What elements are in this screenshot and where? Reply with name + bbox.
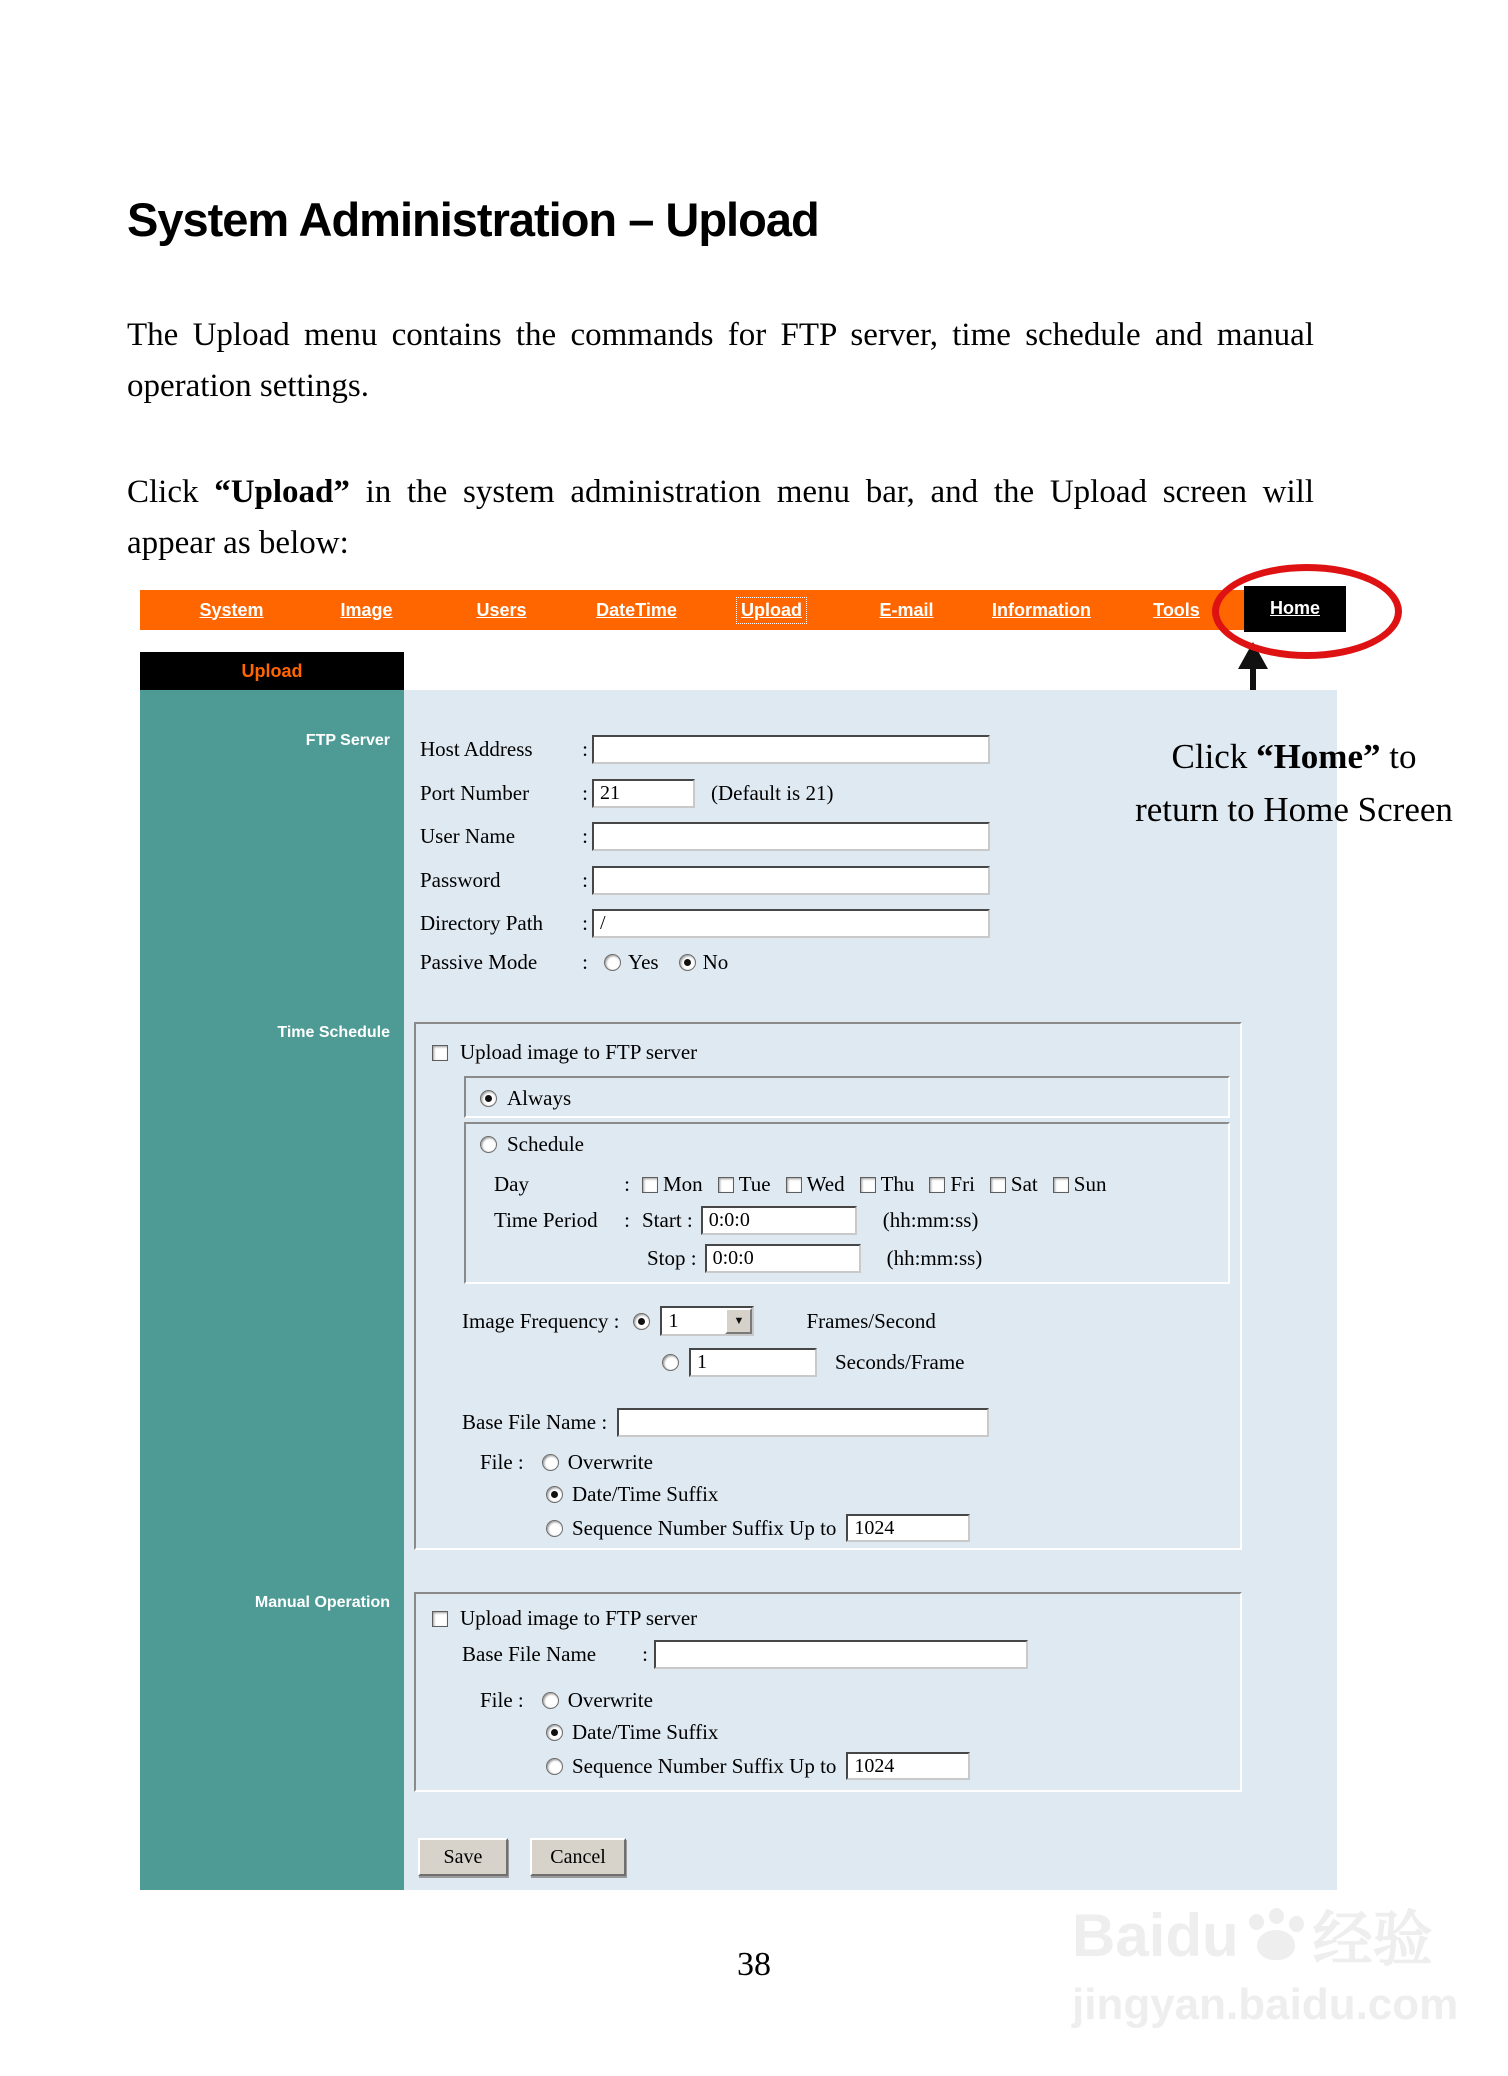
day-fri-checkbox[interactable]: [929, 1177, 945, 1193]
host-address-input[interactable]: [592, 735, 990, 764]
instruction-pre: Click: [127, 474, 215, 510]
day-mon-label: Mon: [663, 1172, 703, 1196]
always-radio[interactable]: [480, 1090, 497, 1107]
image-frequency-row: [462, 1306, 936, 1336]
schedule-row: [480, 1132, 584, 1157]
day-thu-label: Thu: [880, 1172, 915, 1196]
menu-item-users[interactable]: Users: [476, 599, 527, 620]
page-title: System Administration – Upload: [127, 193, 819, 246]
ts-overwrite-radio[interactable]: [542, 1454, 559, 1471]
ts-upload-label: Upload image to FTP server: [460, 1040, 698, 1064]
ts-datetime-suffix-radio[interactable]: [546, 1486, 563, 1503]
sidebar-item-time-schedule: Time Schedule: [277, 1024, 390, 1041]
mo-datetime-suffix-label: Date/Time Suffix: [572, 1720, 719, 1744]
sidebar-item-manual-operation: Manual Operation: [254, 1594, 390, 1611]
day-sat-checkbox[interactable]: [990, 1177, 1006, 1193]
watermark-brand: Baidu: [1072, 1901, 1239, 1969]
day-sun-label: Sun: [1073, 1172, 1107, 1196]
day-thu-checkbox[interactable]: [860, 1177, 876, 1193]
watermark-brand-cn: 经验: [1312, 1906, 1433, 1973]
fps-radio[interactable]: [633, 1313, 650, 1330]
password-label: Password: [420, 868, 501, 892]
mo-overwrite-radio[interactable]: [542, 1692, 559, 1709]
day-mon-checkbox[interactable]: [642, 1177, 658, 1193]
sidebar-header-label: Upload: [241, 660, 303, 681]
directory-path-row: Directory Path : /: [420, 909, 990, 938]
schedule-box: [464, 1122, 1230, 1284]
image-frequency-label: Image Frequency :: [462, 1308, 620, 1333]
passive-mode-row: Passive Mode : Yes No: [420, 950, 729, 974]
callout-pre: Click: [1171, 737, 1257, 776]
sidebar-item-ftp-server: FTP Server: [305, 732, 390, 749]
admin-menu-bar: [140, 590, 1346, 630]
ts-file-datetime-row: [546, 1482, 718, 1507]
watermark-url: jingyan.baidu.com: [1072, 1980, 1459, 2029]
start-label: Start :: [642, 1208, 693, 1232]
user-name-input[interactable]: [592, 822, 990, 851]
day-wed-checkbox[interactable]: [786, 1177, 802, 1193]
start-time-input[interactable]: [701, 1206, 857, 1235]
host-address-label: Host Address: [420, 737, 533, 761]
ts-datetime-suffix-label: Date/Time Suffix: [572, 1482, 719, 1506]
passive-yes-radio[interactable]: [604, 954, 621, 971]
ts-sequence-radio[interactable]: [546, 1520, 563, 1537]
user-name-row: User Name :: [420, 822, 990, 851]
day-wed-label: Wed: [806, 1172, 845, 1196]
save-button[interactable]: Save: [418, 1838, 508, 1876]
spf-radio[interactable]: [662, 1354, 679, 1371]
always-box: [464, 1076, 1230, 1118]
menu-item-home[interactable]: Home: [1244, 586, 1346, 632]
callout-bold-home: “Home”: [1256, 737, 1381, 776]
mo-overwrite-label: Overwrite: [567, 1688, 653, 1712]
user-name-label: User Name: [420, 824, 516, 848]
mo-sequence-label: Sequence Number Suffix Up to: [572, 1753, 837, 1778]
ts-upload-checkbox[interactable]: [432, 1045, 448, 1061]
instruction-bold-upload: “Upload”: [214, 474, 350, 510]
menu-item-image[interactable]: Image: [340, 599, 393, 620]
sidebar-header-upload: [140, 652, 404, 690]
spf-input[interactable]: [689, 1348, 817, 1377]
day-row: Day : Mon Tue Wed Thu Fri Sat Sun: [494, 1172, 1107, 1196]
day-label: Day: [494, 1172, 529, 1196]
mo-base-file-input[interactable]: [654, 1640, 1028, 1669]
directory-path-input[interactable]: [592, 909, 990, 938]
mo-file-overwrite-row: [480, 1688, 653, 1713]
day-fri-label: Fri: [950, 1172, 975, 1196]
mo-upload-label: Upload image to FTP server: [460, 1606, 698, 1630]
day-sat-label: Sat: [1010, 1172, 1038, 1196]
spf-unit-label: Seconds/Frame: [835, 1350, 965, 1374]
port-number-input[interactable]: [592, 779, 695, 808]
mo-sequence-input[interactable]: [846, 1752, 970, 1780]
page-number: 38: [737, 1946, 771, 1983]
mo-file-sequence-row: [546, 1752, 970, 1780]
paw-icon: [1247, 1908, 1305, 1962]
port-number-label: Port Number: [420, 781, 530, 805]
password-input[interactable]: [592, 866, 990, 895]
ts-file-sequence-row: [546, 1514, 970, 1542]
always-row: [480, 1086, 571, 1111]
schedule-radio[interactable]: [480, 1136, 497, 1153]
dropdown-arrow-icon[interactable]: ▼: [725, 1308, 752, 1334]
callout-line2: return to Home Screen: [1135, 790, 1453, 829]
stop-time-input[interactable]: [705, 1244, 861, 1273]
callout-post: to: [1380, 737, 1417, 776]
menu-item-tools[interactable]: Tools: [1153, 599, 1200, 620]
ts-overwrite-label: Overwrite: [567, 1450, 653, 1474]
menu-item-upload[interactable]: Upload: [704, 598, 839, 623]
seconds-per-frame-row: [462, 1348, 964, 1377]
instruction-post: in the system administration menu bar, and the Upload screen will appear as below:: [127, 474, 1315, 561]
schedule-label: Schedule: [507, 1132, 584, 1156]
menu-item-datetime[interactable]: DateTime: [596, 599, 677, 620]
passive-yes-label: Yes: [628, 950, 659, 974]
start-hhmmss-hint: (hh:mm:ss): [882, 1208, 979, 1232]
time-period-stop-row: [494, 1244, 982, 1273]
mo-sequence-radio[interactable]: [546, 1758, 563, 1775]
cancel-button[interactable]: Cancel: [530, 1838, 626, 1876]
directory-path-label: Directory Path: [420, 911, 544, 935]
time-schedule-groupbox: [414, 1022, 1242, 1550]
ts-sequence-label: Sequence Number Suffix Up to: [572, 1515, 837, 1540]
sidebar: [140, 690, 404, 1890]
menu-item-email[interactable]: E-mail: [879, 599, 934, 620]
day-sun-checkbox[interactable]: [1053, 1177, 1069, 1193]
host-address-row: Host Address :: [420, 735, 990, 764]
ts-file-label: File :: [480, 1450, 524, 1474]
menu-item-information[interactable]: Information: [992, 599, 1091, 620]
day-tue-label: Tue: [738, 1172, 771, 1196]
passive-no-label: No: [702, 950, 729, 974]
stop-hhmmss-hint: (hh:mm:ss): [886, 1246, 983, 1270]
fps-unit-label: Frames/Second: [806, 1308, 936, 1333]
mo-upload-row: [432, 1606, 697, 1631]
mo-base-file-label: Base File Name: [462, 1642, 597, 1666]
ts-base-file-row: [462, 1408, 989, 1437]
fps-select[interactable]: [660, 1306, 754, 1336]
instruction-paragraph: [127, 467, 1314, 569]
time-period-label: Time Period: [494, 1208, 598, 1232]
fps-select-value: 1: [668, 1309, 679, 1332]
watermark: [1072, 1892, 1458, 2030]
home-callout: [1088, 730, 1500, 836]
always-label: Always: [507, 1086, 572, 1110]
mo-file-label: File :: [480, 1688, 524, 1712]
mo-file-datetime-row: [546, 1720, 718, 1745]
ts-upload-row: [432, 1040, 697, 1065]
stop-label: Stop :: [647, 1246, 697, 1270]
ts-base-file-label: Base File Name :: [462, 1410, 608, 1434]
time-period-start-row: Time Period : Start : 0:0:0 (hh:mm:ss): [494, 1206, 978, 1235]
password-row: Password :: [420, 866, 990, 895]
passive-no-radio[interactable]: [679, 954, 696, 971]
mo-upload-checkbox[interactable]: [432, 1611, 448, 1627]
menu-item-system[interactable]: System: [199, 599, 264, 620]
port-number-row: Port Number : 21 (Default is 21): [420, 779, 833, 808]
home-highlight-ellipse: [1212, 564, 1402, 659]
intro-paragraph: The Upload menu contains the commands for FTP server, time schedule and manual operation settings.: [127, 317, 1314, 404]
passive-mode-label: Passive Mode: [420, 950, 538, 974]
mo-datetime-suffix-radio[interactable]: [546, 1724, 563, 1741]
ts-file-overwrite-row: [480, 1450, 653, 1475]
ts-sequence-input[interactable]: [846, 1514, 970, 1542]
mo-base-file-row: Base File Name :: [462, 1640, 1028, 1669]
manual-operation-groupbox: [414, 1592, 1242, 1792]
ts-base-file-input[interactable]: [617, 1408, 989, 1437]
day-tue-checkbox[interactable]: [718, 1177, 734, 1193]
port-default-hint: (Default is 21): [711, 781, 834, 805]
